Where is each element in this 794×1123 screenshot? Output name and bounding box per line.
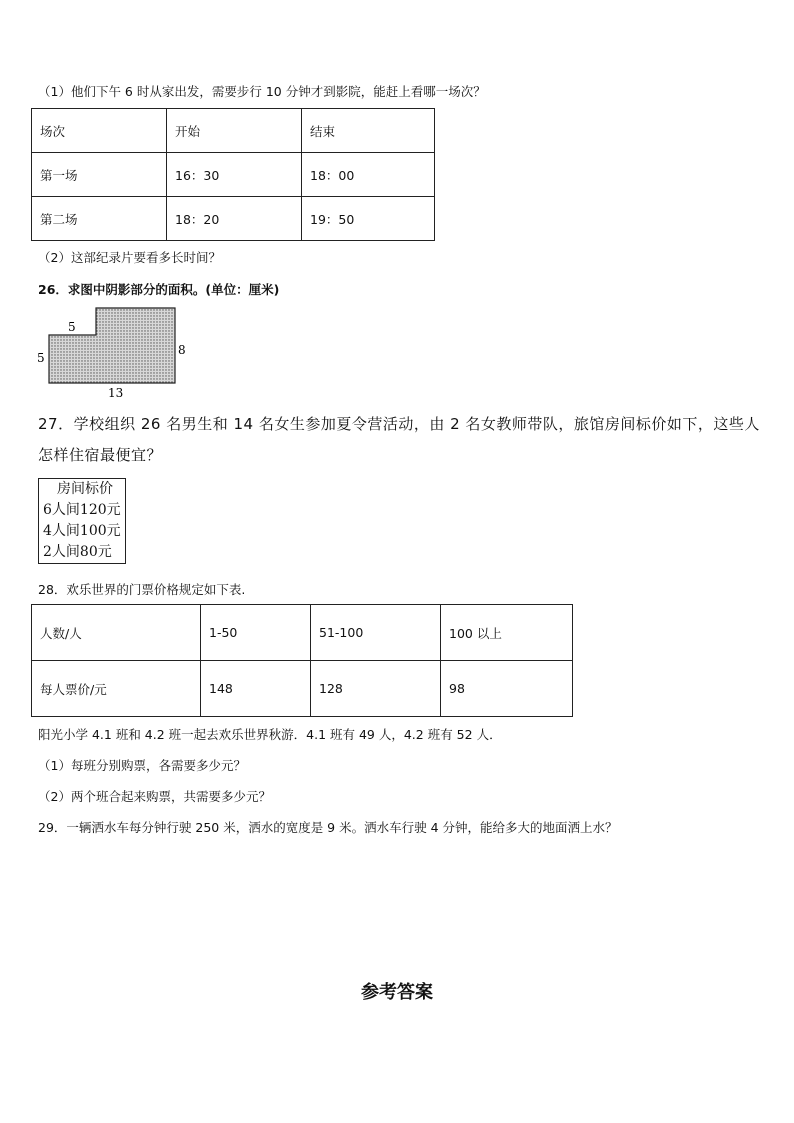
table-row bbox=[32, 109, 435, 153]
table-cell: 98 bbox=[441, 661, 573, 717]
table-row bbox=[32, 661, 573, 717]
q28-part2: （2）两个班合起来购票，共需要多少元？ bbox=[38, 789, 271, 804]
q27-line2: 怎样住宿最便宜？ bbox=[38, 446, 163, 464]
table-cell: 19：50 bbox=[302, 197, 435, 241]
price-item: 2人间80元 bbox=[43, 544, 112, 560]
table-row bbox=[32, 197, 435, 241]
table-header-cell: 结束 bbox=[302, 109, 435, 153]
q28-part1: （1）每班分别购票，各需要多少元？ bbox=[38, 758, 246, 773]
price-item: 6人间120元 bbox=[43, 502, 121, 518]
price-box-title: 房间标价 bbox=[57, 481, 113, 497]
q26-question: 26．求图中阴影部分的面积。(单位：厘米) bbox=[38, 282, 280, 297]
q29-question: 29．一辆洒水车每分钟行驶 250 米，洒水的宽度是 9 米。洒水车行驶 4 分钟，能给多大的地面洒上水？ bbox=[38, 820, 618, 835]
q25-part2: （2）这部纪录片要看多长时间？ bbox=[38, 250, 221, 265]
table-cell: 148 bbox=[201, 661, 311, 717]
ticket-price-table bbox=[31, 604, 573, 717]
table-cell: 第二场 bbox=[32, 197, 167, 241]
table-row bbox=[32, 153, 435, 197]
q25-part1: （1）他们下午 6 时从家出发，需要步行 10 分钟才到影院，能赶上看哪一场次？ bbox=[38, 84, 486, 99]
table-cell: 人数/人 bbox=[32, 605, 201, 661]
table-cell: 100 以上 bbox=[441, 605, 573, 661]
table-row bbox=[32, 605, 573, 661]
shaded-shape-figure bbox=[30, 300, 200, 402]
showtime-table bbox=[31, 108, 435, 241]
table-header-cell: 场次 bbox=[32, 109, 167, 153]
q28-question: 28．欢乐世界的门票价格规定如下表. bbox=[38, 582, 246, 597]
room-price-box bbox=[38, 478, 126, 564]
table-cell: 51-100 bbox=[311, 605, 441, 661]
q27-line1: 27．学校组织 26 名男生和 14 名女生参加夏令营活动，由 2 名女教师带队，旅馆房间标价如下，这些人 bbox=[38, 415, 760, 433]
label-top: 5 bbox=[68, 320, 76, 334]
table-cell: 第一场 bbox=[32, 153, 167, 197]
price-item: 4人间100元 bbox=[43, 523, 121, 539]
table-cell: 128 bbox=[311, 661, 441, 717]
table-cell: 16：30 bbox=[167, 153, 302, 197]
answers-heading: 参考答案 bbox=[361, 982, 433, 1003]
table-cell: 18：20 bbox=[167, 197, 302, 241]
table-cell: 每人票价/元 bbox=[32, 661, 201, 717]
q28-note: 阳光小学 4.1 班和 4.2 班一起去欢乐世界秋游．4.1 班有 49 人，4.2 班有 52 人． bbox=[38, 727, 502, 742]
label-right: 8 bbox=[178, 343, 186, 357]
label-left: 5 bbox=[37, 351, 45, 365]
table-header-cell: 开始 bbox=[167, 109, 302, 153]
table-cell: 1-50 bbox=[201, 605, 311, 661]
table-cell: 18：00 bbox=[302, 153, 435, 197]
label-bottom: 13 bbox=[108, 386, 124, 400]
